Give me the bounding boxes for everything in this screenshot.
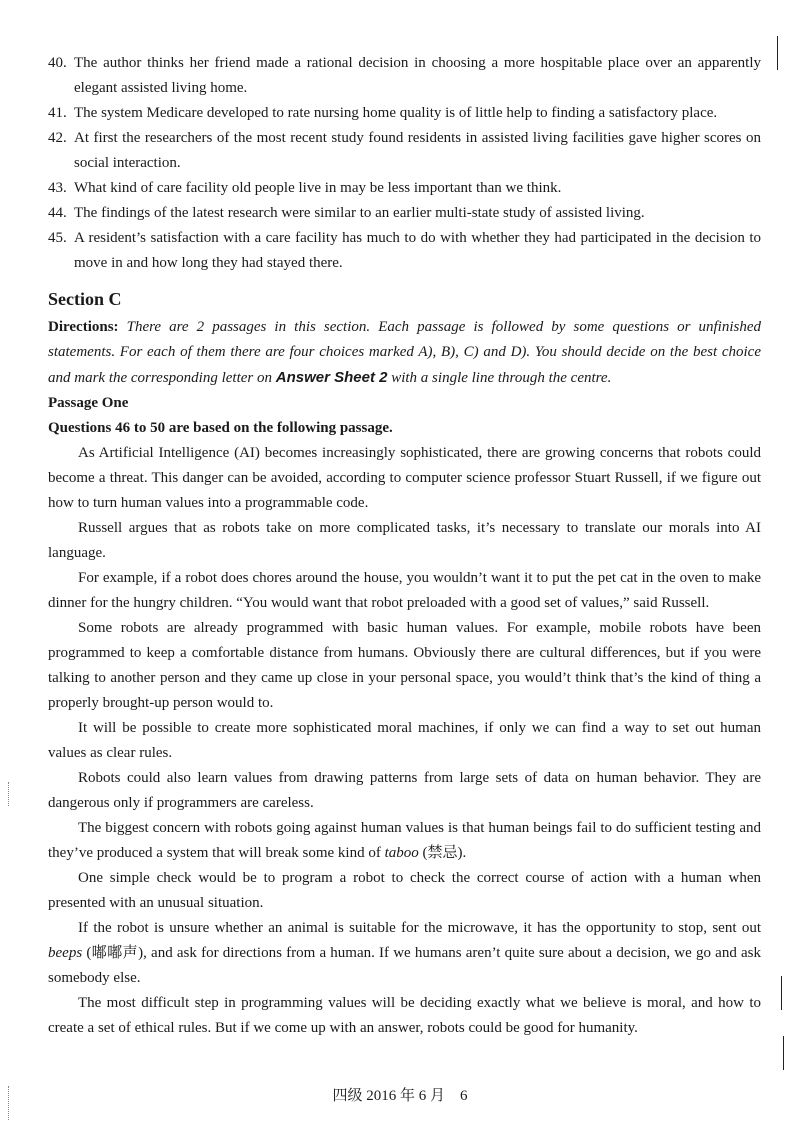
statement-list <box>48 51 761 276</box>
statement-number: 43. <box>48 180 67 196</box>
passage-paragraph-6: Robots could also learn values from drawing patterns from large sets of data on human behavior. They are dangerous only if programmers are careless. <box>48 770 761 811</box>
statement-number: 44. <box>48 205 67 221</box>
answer-sheet-label: Answer Sheet 2 <box>275 369 388 386</box>
statement-44 <box>48 201 761 226</box>
passage-title: Passage One <box>48 395 129 411</box>
statement-number: 40. <box>48 55 67 71</box>
statement-text: A resident’s satisfaction with a care facility has much to do with whether they had participated in the decision to move in and how long they had stayed there. <box>74 230 761 271</box>
paragraph-text: (嘟嘟声), and ask for directions from a human. If we humans aren’t quite sure about a decision, we go and ask somebody else. <box>48 945 762 986</box>
statement-text: At first the researchers of the most recent study found residents in assisted living facilities gave higher scores on social interaction. <box>74 130 761 171</box>
margin-line-mid-right <box>781 976 782 1010</box>
statement-text: The findings of the latest research were similar to an earlier multi-state study of assisted living. <box>74 205 645 221</box>
statement-text: The author thinks her friend made a rational decision in choosing a more hospitable place over an apparently elegant assisted living home. <box>74 55 761 96</box>
statement-40 <box>48 51 761 101</box>
passage-paragraph-2: Russell argues that as robots take on more complicated tasks, it’s necessary to translate our morals into AI language. <box>48 520 761 561</box>
statement-text: What kind of care facility old people live in may be less important than we think. <box>74 180 562 196</box>
passage-paragraph-4: Some robots are already programmed with basic human values. For example, mobile robots have been programmed to keep a comfortable distance from humans. Obviously there are cultural differences, but if you were talking to another person and they came up close in your personal space, you would’t think that’s the kind of thing a properly brought-up person would to. <box>48 620 761 711</box>
section-title: Section C <box>48 289 122 309</box>
questions-note: Questions 46 to 50 are based on the following passage. <box>48 420 393 436</box>
glossed-word-taboo: taboo <box>384 845 419 861</box>
passage-paragraph-10: The most difficult step in programming values will be deciding exactly what we believe is moral, and how to create a set of ethical rules. But if we come up with an answer, robots could be good for humanity. <box>48 995 761 1036</box>
margin-line-top-right <box>777 36 778 70</box>
page-content <box>48 51 761 1041</box>
statement-number: 42. <box>48 130 67 146</box>
statement-number: 45. <box>48 230 67 246</box>
directions-lead: Directions: <box>48 319 119 335</box>
directions-tail: with a single line through the centre. <box>391 370 612 386</box>
passage-paragraph-7 <box>48 816 761 866</box>
statement-41 <box>48 101 761 126</box>
directions-text: There are 2 passages in this section. Each passage is followed by some questions or unfinished statements. For each of them there are four choices marked A), B), C) and D). You should decide on the best choice and mark the corresponding letter on <box>48 319 762 386</box>
paragraph-text: If the robot is unsure whether an animal is suitable for the microwave, it has the opportunity to stop, sent out <box>78 920 761 936</box>
statement-45 <box>48 226 761 276</box>
passage-paragraph-9 <box>48 916 761 991</box>
page-footer: 四级 2016 年 6 月 6 <box>332 1088 468 1104</box>
passage-paragraph-8: One simple check would be to program a robot to check the correct course of action with a human when presented with an unusual situation. <box>48 870 761 911</box>
glossed-word-beeps: beeps <box>48 945 83 961</box>
statement-43 <box>48 176 761 201</box>
margin-line-bottom-right <box>783 1036 784 1070</box>
passage-paragraph-5: It will be possible to create more sophisticated moral machines, if only we can find a way to set out human values as clear rules. <box>48 720 761 761</box>
paragraph-text: The biggest concern with robots going against human values is that human beings fail to do sufficient testing and they’ve produced a system that will break some kind of <box>48 820 761 861</box>
passage-paragraph-1: As Artificial Intelligence (AI) becomes increasingly sophisticated, there are growing concerns that robots could become a threat. This danger can be avoided, according to computer science professor Stuart Russell, if we figure out how to turn human values into a programmable code. <box>48 445 761 511</box>
section-directions <box>48 315 761 391</box>
margin-dots-left-upper <box>8 782 9 806</box>
passage-paragraph-3: For example, if a robot does chores around the house, you wouldn’t want it to put the pet cat in the oven to make dinner for the hungry children. “You would want that robot preloaded with a good set of values,” said Russell. <box>48 570 761 611</box>
statement-number: 41. <box>48 105 67 121</box>
paragraph-text: (禁忌). <box>422 845 467 861</box>
statement-42 <box>48 126 761 176</box>
statement-text: The system Medicare developed to rate nursing home quality is of little help to finding a satisfactory place. <box>74 105 718 121</box>
